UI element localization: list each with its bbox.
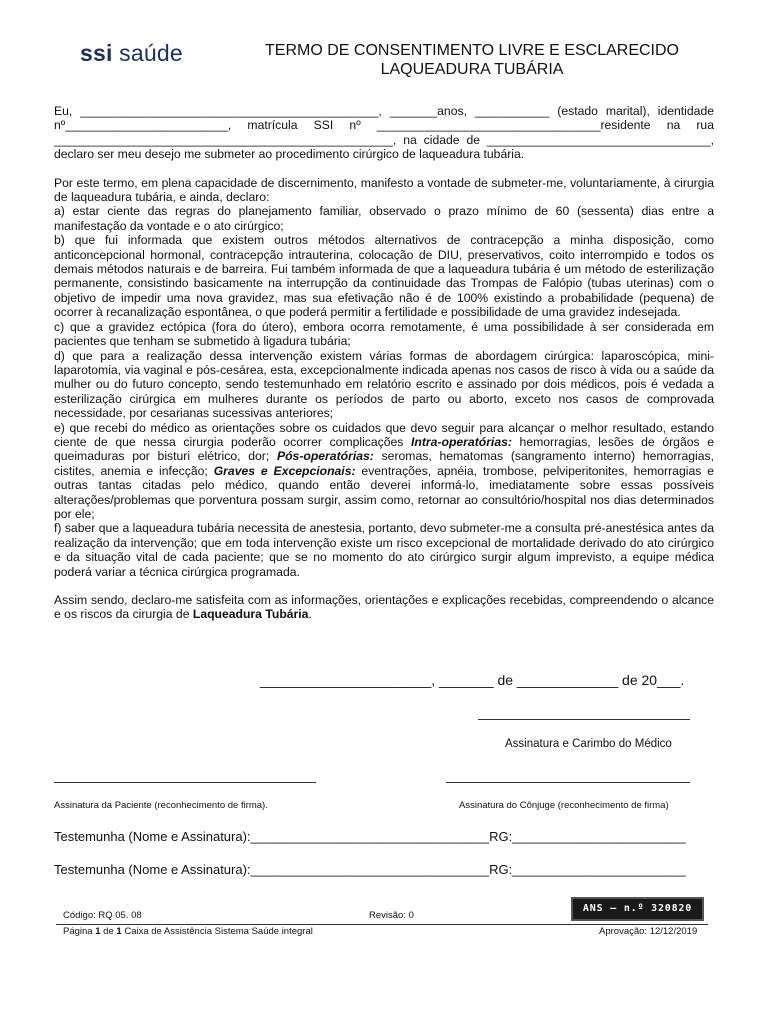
- witness-2-line: Testemunha (Nome e Assinatura):_________________________________RG:________________________: [54, 862, 686, 877]
- ssi-saude-logo: ssi saúde: [80, 40, 183, 66]
- item-a: a) estar ciente das regras do planejamento familiar, observado o prazo mínimo de 60 (sessenta) dias entre a manifestação da vontade e o ato cirúrgico;: [54, 204, 714, 233]
- item-f: f) saber que a laqueadura tubária necessita de anestesia, portanto, devo submeter-me a consulta pré-anestésica antes da realização da intervenção; que em toda intervenção existe um risco excepcional de mortalidade derivado do ato cirúrgico e da situação vital de cada paciente; que se no momento do ato cirúrgico surgir algum imprevisto, a equipe médica poderá variar a técnica cirúrgica programada.: [54, 521, 714, 579]
- doctor-signature-label: Assinatura e Carimbo do Médico: [505, 738, 672, 750]
- document-title: TERMO DE CONSENTIMENTO LIVRE E ESCLARECIDO: [265, 42, 679, 59]
- approval-date: Aprovação: 12/12/2019: [599, 926, 698, 937]
- spouse-signature-line: [446, 782, 690, 783]
- document-subtitle: LAQUEADURA TUBÁRIA: [380, 61, 564, 78]
- doctor-signature-line: [478, 719, 690, 720]
- patient-signature-label: Assinatura da Paciente (reconhecimento de firma).: [54, 800, 268, 811]
- statement-lead: Por este termo, em plena capacidade de discernimento, manifesto a vontade de submeter-me, voluntariamente, à cirurgia de laqueadura tubária, e ainda, declaro:: [54, 175, 714, 205]
- spouse-signature-label: Assinatura do Cônjuge (reconhecimento de firma): [459, 800, 669, 811]
- item-e: e) que recebi do médico as orientações sobre os cuidados que devo seguir para alcançar o melhor resultado, estando ciente de que nessa cirurgia poderão ocorrer complicações Intra-operatórias: hemorragias, lesões de órgãos e queimaduras por bisturi elétrico, dor; Pós-operatórias: seromas, hematomas (sangramento interno) hemorragias, cistites, anemia e infecção; Graves e Excepcionais: eventrações, apnéia, trombose, pelviperitonites, hemorragias e outras tantas citadas pelo médico, quando então deverei informá-lo, imediatamente sobre essas possíveis alterações/problemas que porventura possam surgir, assim como, retornar ao consultório/hospital nos dias determinados por ele;: [54, 420, 714, 521]
- patient-signature-line: [54, 782, 316, 783]
- item-c: c) que a gravidez ectópica (fora do útero), embora ocorra remotamente, é uma possibilidade à ser considerada em pacientes que tenham se submetido à ligadura tubária;: [54, 319, 714, 349]
- consent-body: [54, 104, 714, 622]
- page-info: Página 1 de 1 Caixa de Assistência Sistema Saúde integral: [63, 926, 313, 937]
- document-code: Código: RQ 05. 08: [63, 910, 142, 921]
- date-place-line: ______________________, _______ de _____________ de 20___.: [260, 672, 685, 688]
- revision-number: Revisão: 0: [369, 910, 414, 921]
- item-b: b) que fui informada que existem outros métodos alternativos de contracepção a minha disposição, como anticoncepcional hormonal, contracepção intrauterina, colocação de DIU, preservativos, coito interrompido e todos os demais métodos naturais e de barreira. Fui também informada de que a laqueadura tubária é um método de esterilização permanente, consistindo basicamente na interrupção da continuidade das Trompas de Falópio (tubas uterinas) com o objetivo de impedir uma nova gravidez, mas sua efetivação não é de 100% existindo a probabilidade (pequena) de ocorrer à recanalização espontânea, o que poderá permitir a fertilidade e possibilidade de uma gravidez indesejada.: [54, 233, 714, 320]
- witness-1-line: Testemunha (Nome e Assinatura):_________________________________RG:________________________: [54, 829, 686, 844]
- item-d: d) que para a realização dessa intervenção existem várias formas de abordagem cirúrgica: laparoscópica, mini-laparotomia, via vaginal e pós-cesárea, esta, excepcionalmente indicada apenas nos casos de risco à vida ou a saúde da mulher ou do futuro concepto, sendo testemunhado em relatório escrito e assinado por dois médicos, pois é vedada a esterilização cirúrgica em mulheres durante os períodos de parto ou aborto, exceto nos casos de comprovada necessidade, por cesarianas sucessivas anteriores;: [54, 348, 714, 421]
- closing-paragraph: Assim sendo, declaro-me satisfeita com as informações, orientações e explicações recebidas, compreendendo o alcance e os riscos da cirurgia de Laqueadura Tubária.: [54, 593, 714, 622]
- ans-registration-badge: ANS – n.º 320820: [571, 897, 704, 921]
- footer-divider: [56, 924, 708, 925]
- intro-paragraph: Eu, ____________________________________________, _______anos, ___________ (estado marital), identidade nº________________________, matrícula SSI nº _________________________________residente na rua __________________________________________________, na cidade de _________________________________, declaro ser meu desejo me submeter ao procedimento cirúrgico de laqueadura tubária.: [54, 104, 714, 162]
